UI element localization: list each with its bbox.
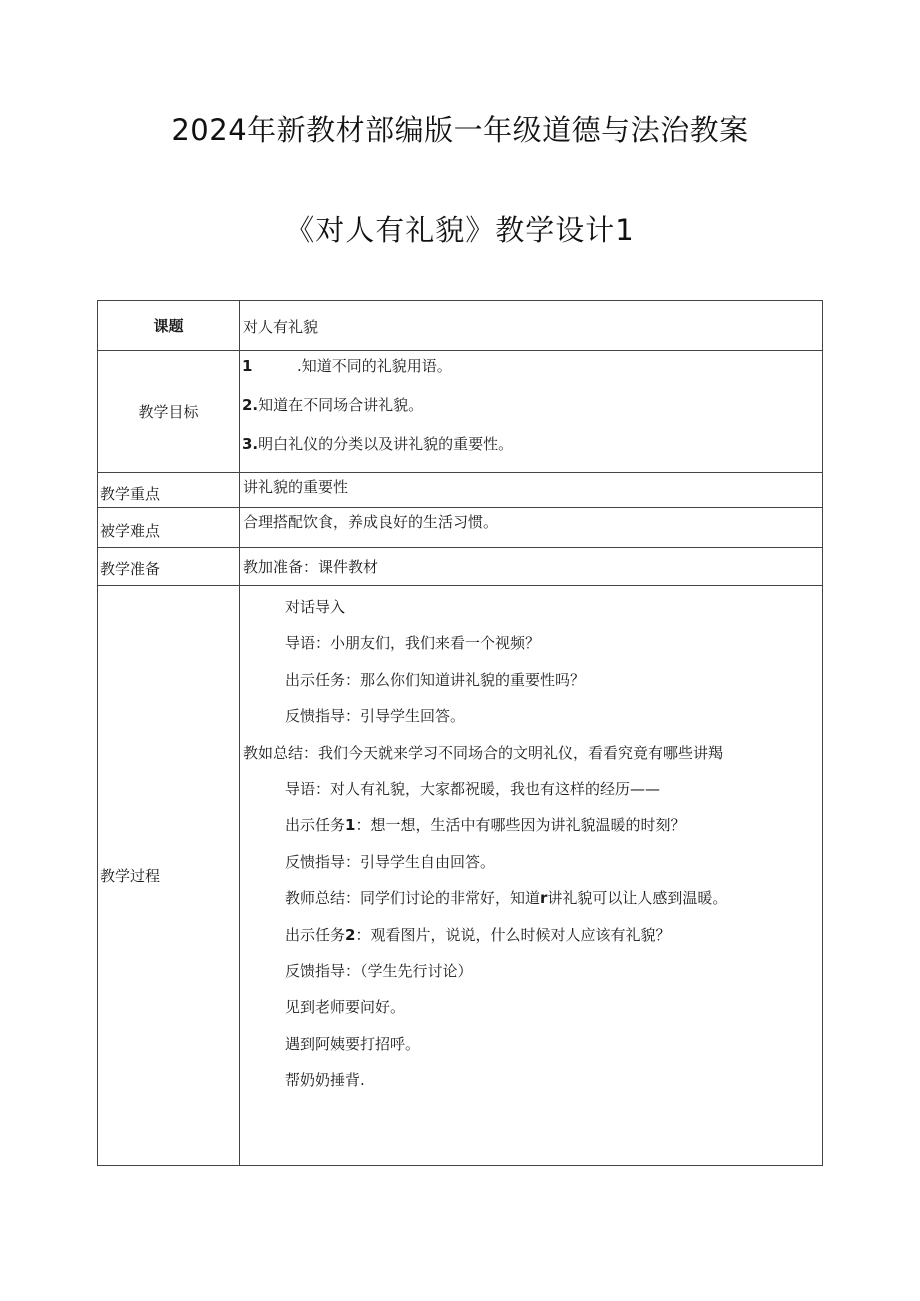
row-process	[98, 586, 823, 1166]
process-line-number: r	[540, 889, 548, 908]
objective-item	[240, 433, 822, 472]
process-lines	[240, 586, 822, 1105]
process-line: 反愦指导：引导学生自由回答。	[285, 852, 496, 871]
label-process: 教学过程	[98, 586, 240, 1166]
document-subtitle: 《对人有礼貌》教学设计1	[285, 213, 635, 247]
row-preparation	[98, 548, 823, 586]
process-line	[240, 924, 822, 960]
cell-process	[240, 586, 823, 1166]
objective-number: 1	[242, 357, 253, 375]
process-line-text: 出示任务	[285, 816, 346, 835]
process-line-text: 讲礼貌可以让人感到温暖。	[547, 889, 728, 908]
process-line: 出示任务：那么你们知道讲礼貌的重要性吗？	[285, 670, 586, 689]
label-key-point	[98, 473, 240, 508]
process-line-text: 教师总结：同学们讨论的非常好，知道	[285, 889, 541, 908]
document-title: 2024年新教材部编版一年级道德与法治教案	[171, 113, 749, 147]
cell-objectives	[240, 351, 823, 473]
objective-text: 知道在不同场合讲礼貌。	[258, 396, 424, 414]
process-line-text: 出示任务	[285, 925, 346, 944]
cell-key-point	[240, 473, 823, 508]
process-line-text: ：想一想，生活中有哪些因为讲礼貌温暖的时刻？	[355, 816, 686, 835]
process-line: 导语：对人有礼貌，大家都祝暖，我也有这样的经历——	[285, 779, 661, 798]
objective-number: 2.	[242, 396, 259, 414]
objective-text: 明白礼仪的分类以及讲礼貌的重要性。	[258, 435, 514, 453]
value-topic: 对人有礼貌	[243, 318, 319, 336]
cell-topic	[240, 301, 823, 351]
process-line: 帮奶奶捶背.	[285, 1071, 365, 1090]
process-line	[240, 887, 822, 923]
label-difficulty-text: 被学难点	[100, 522, 161, 540]
process-line-number: 2	[345, 925, 356, 944]
process-line: 对话导入	[285, 598, 346, 616]
value-preparation: 教加准备：课件教材	[243, 558, 379, 576]
process-line-number: 1	[345, 816, 356, 835]
process-line: 导语：小朋友们，我们来看一个视频？	[285, 634, 541, 653]
process-line: 遇到阿姨要打招呼。	[285, 1034, 421, 1053]
process-line: 反愦指导：引导学生回答。	[285, 707, 466, 726]
label-key-point-text: 教学重点	[100, 485, 161, 503]
label-topic: 课题	[98, 301, 240, 351]
objective-number: 3.	[242, 435, 259, 453]
objective-item	[240, 394, 822, 433]
label-difficulty	[98, 508, 240, 548]
label-objectives: 教学目标	[98, 351, 240, 473]
value-difficulty: 合理搭配饮食，养成良好的生活习惯。	[243, 513, 499, 531]
cell-preparation	[240, 548, 823, 586]
row-objectives	[98, 351, 823, 473]
value-key-point: 讲礼貌的重要性	[243, 478, 349, 496]
objective-text: .知道不同的礼貌用语。	[297, 357, 452, 375]
label-preparation-text: 教学准备	[100, 560, 161, 578]
objective-item	[240, 355, 822, 394]
process-line: 反馈指导：（学生先行讨论）	[285, 961, 473, 980]
process-line: 见到老师要问好。	[285, 998, 406, 1017]
label-preparation	[98, 548, 240, 586]
process-line	[240, 814, 822, 850]
row-topic	[98, 301, 823, 351]
cell-difficulty	[240, 508, 823, 548]
process-line-text: ：观看图片，说说，什么时候对人应该有礼貌？	[355, 925, 671, 944]
lesson-plan-table	[97, 300, 823, 1166]
row-difficulty	[98, 508, 823, 548]
row-key-point	[98, 473, 823, 508]
process-line: 教如总结：我们今天就来学习不同场合的文明礼仪，看看究竟有哪些讲羯	[243, 743, 724, 762]
